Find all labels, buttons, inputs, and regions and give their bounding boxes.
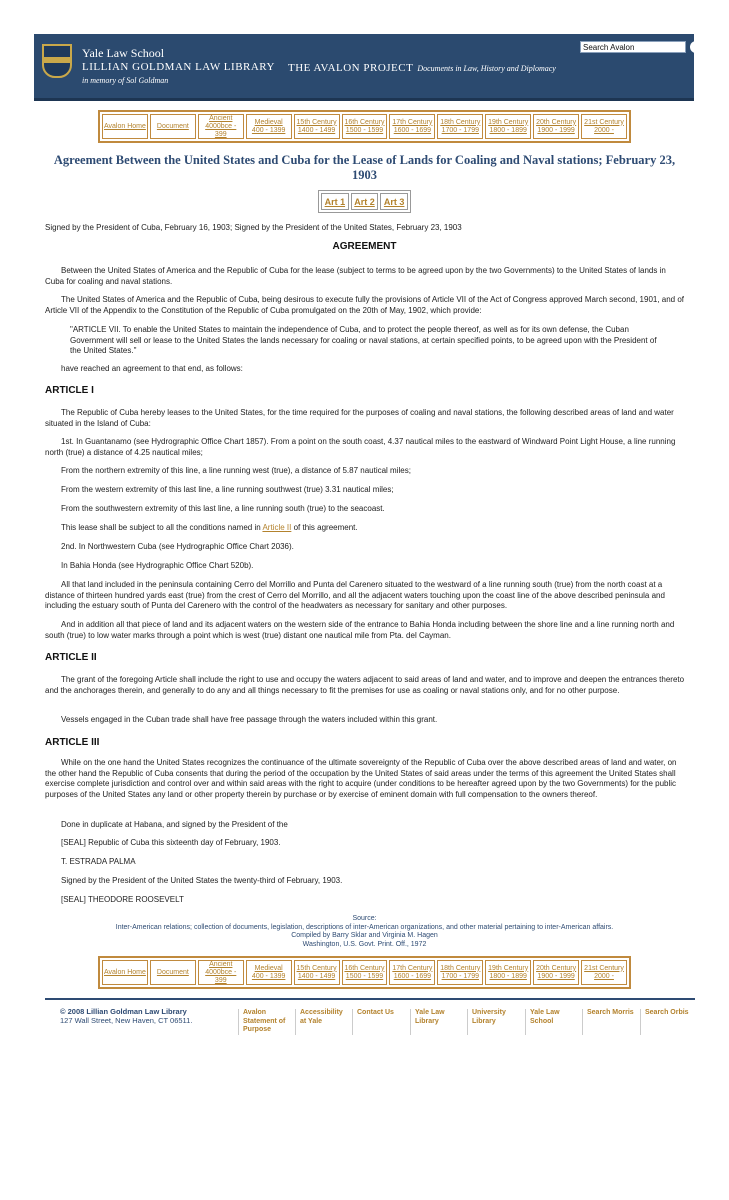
copyright-text: © 2008 Lillian Goldman Law Library <box>60 1007 187 1016</box>
source-line: Washington, U.S. Govt. Print. Off., 1972 <box>302 940 427 948</box>
footer-link-university-library[interactable]: University Library <box>467 1009 522 1035</box>
art-2-link[interactable]: Art 2 <box>351 193 379 210</box>
footer-copyright <box>60 1007 192 1025</box>
art-3-link[interactable]: Art 3 <box>380 193 408 210</box>
footer-link-yale-law-school[interactable]: Yale Law School <box>525 1009 580 1035</box>
library-dedication: in memory of Sol Goldman <box>82 76 169 85</box>
paragraph: From the northern extremity of this line, a line running west (true), a distance of 5.87 nautical miles; <box>61 466 411 475</box>
article-1-heading: ARTICLE I <box>45 385 94 396</box>
paragraph: 1st. In Guantanamo (see Hydrographic Office Chart 1857). From a point on the south coast, 4.37 nautical miles to the eastward of Windward Point Light House, a line running north (true) a distance of 4.25 nautical miles; <box>45 437 676 457</box>
nav-19th-century[interactable]: 19th Century 1800 - 1899 <box>485 114 531 139</box>
paragraph: Vessels engaged in the Cuban trade shall have free passage through the waters included within this grant. <box>61 715 438 724</box>
nav-16th-century[interactable]: 16th Century 1500 - 1599 <box>342 960 388 985</box>
footer-link-contact[interactable]: Contact Us <box>352 1009 407 1035</box>
footer-link-search-morris[interactable]: Search Morris <box>582 1009 639 1035</box>
paragraph: From the western extremity of this last line, a line running southwest (true) 3.31 nautical miles; <box>61 485 394 494</box>
nav-17th-century[interactable]: 17th Century 1600 - 1699 <box>389 114 435 139</box>
nav-21st-century[interactable]: 21st Century 2000 - <box>581 114 627 139</box>
paragraph: While on the one hand the United States recognizes the continuance of the ultimate sovereignty of the Republic of Cuba over the above described areas of land and water, on the other hand the Republic of Cuba consents that during the period of the occupation by the United States of said areas under the terms of this agreement the United States shall exercise complete jurisdiction and control over and within said areas with the right to acquire (under conditions to be hereafter agreed upon by the two Governments) for the public purposes of the United States any land or other property therein by purchase or by exercise of eminent domain with full compensation to the owners thereof. <box>45 758 677 799</box>
paragraph: Between the United States of America and the Republic of Cuba for the lease (subject to terms to be agreed upon by the two Governments) to the United States of lands in Cuba for coaling and naval stations. <box>45 266 666 286</box>
source-label: Source: <box>352 915 377 922</box>
bottom-navigation <box>98 956 631 989</box>
article-3-heading: ARTICLE III <box>45 737 100 748</box>
signed-line: Signed by the President of Cuba, February 16, 1903; Signed by the President of the United States, February 23, 1903 <box>45 223 462 232</box>
footer-link-search-orbis[interactable]: Search Orbis <box>640 1009 695 1035</box>
nav-15th-century[interactable]: 15th Century 1400 - 1499 <box>294 960 340 985</box>
paragraph: The Republic of Cuba hereby leases to the United States, for the time required for the purposes of coaling and naval stations, the following described areas of land and water situated in the Island of Cuba: <box>45 408 674 428</box>
search-input[interactable]: Search Avalon <box>580 41 686 53</box>
search-button[interactable] <box>690 41 698 53</box>
nav-document[interactable]: Document <box>150 114 196 139</box>
library-name: LILLIAN GOLDMAN LAW LIBRARY <box>82 61 275 73</box>
art-1-link[interactable]: Art 1 <box>321 193 349 210</box>
paragraph: And in addition all that piece of land and its adjacent waters on the western side of the entrance to Bahia Honda including between the shore line and a line running north and south (true) to low water marks through a point which is west (true) distant one nautical mile from Pta. del Cayman. <box>45 620 675 640</box>
school-name: Yale Law School <box>82 46 165 60</box>
article-2-link[interactable]: Article II <box>262 523 292 532</box>
project-tagline: Documents in Law, History and Diplomacy <box>417 64 556 73</box>
footer-link-yale-law-library[interactable]: Yale Law Library <box>410 1009 465 1035</box>
article-links <box>318 190 411 213</box>
nav-ancient[interactable]: Ancient 4000bce - 399 <box>198 114 244 139</box>
top-navigation <box>98 110 631 143</box>
nav-medieval[interactable]: Medieval 400 - 1399 <box>246 960 292 985</box>
yale-shield-icon <box>42 44 72 78</box>
project-title: THE AVALON PROJECT Documents in Law, History and Diplomacy <box>288 62 556 74</box>
nav-19th-century[interactable]: 19th Century 1800 - 1899 <box>485 960 531 985</box>
footer-divider <box>45 998 695 1000</box>
nav-avalon-home[interactable]: Avalon Home <box>102 960 148 985</box>
source-line: Inter-American relations; collection of documents, legislation, descriptions of inter-American organizations, and other material pertaining to inter-American affairs. <box>115 923 614 931</box>
nav-17th-century[interactable]: 17th Century 1600 - 1699 <box>389 960 435 985</box>
paragraph: have reached an agreement to that end, as follows: <box>61 364 243 373</box>
footer-link-statement[interactable]: Avalon Statement of Purpose <box>238 1009 293 1035</box>
nav-18th-century[interactable]: 18th Century 1700 - 1799 <box>437 114 483 139</box>
paragraph: This lease shall be subject to all the conditions named in Article II of this agreement. <box>61 523 358 532</box>
nav-21st-century[interactable]: 21st Century 2000 - <box>581 960 627 985</box>
paragraph: 2nd. In Northwestern Cuba (see Hydrographic Office Chart 2036). <box>61 542 294 551</box>
nav-18th-century[interactable]: 18th Century 1700 - 1799 <box>437 960 483 985</box>
nav-20th-century[interactable]: 20th Century 1900 - 1999 <box>533 114 579 139</box>
paragraph: [SEAL] Republic of Cuba this sixteenth day of February, 1903. <box>61 838 281 847</box>
nav-15th-century[interactable]: 15th Century 1400 - 1499 <box>294 114 340 139</box>
paragraph: Done in duplicate at Habana, and signed by the President of the <box>61 820 288 829</box>
nav-medieval[interactable]: Medieval 400 - 1399 <box>246 114 292 139</box>
footer-link-accessibility[interactable]: Accessibility at Yale <box>295 1009 350 1035</box>
nav-ancient[interactable]: Ancient 4000bce - 399 <box>198 960 244 985</box>
blockquote: "ARTICLE VII. To enable the United States to maintain the independence of Cuba, and to protect the people thereof, as well as for its own defense, the Cuban Government will sell or lease to the United States the lands necessary for coaling or naval stations, at certain specified points, to be agreed upon with the President of the United States." <box>70 325 657 355</box>
paragraph: The United States of America and the Republic of Cuba, being desirous to execute fully the provisions of Article VII of the Act of Congress approved March second, 1901, and of Article VII of the Appendix to the Constitution of the Republic of Cuba promulgated on the 20th of May, 1902, which provide: <box>45 295 685 315</box>
paragraph: In Bahia Honda (see Hydrographic Office Chart 520b). <box>61 561 254 570</box>
nav-16th-century[interactable]: 16th Century 1500 - 1599 <box>342 114 388 139</box>
address-text: 127 Wall Street, New Haven, CT 06511. <box>60 1016 193 1025</box>
article-2-heading: ARTICLE II <box>45 652 97 663</box>
paragraph: [SEAL] THEODORE ROOSEVELT <box>61 895 184 904</box>
agreement-heading: AGREEMENT <box>332 241 397 252</box>
source-citation <box>80 915 649 949</box>
paragraph: From the southwestern extremity of this last line, a line running south (true) to the seacoast. <box>61 504 385 513</box>
paragraph: Signed by the President of the United States the twenty-third of February, 1903. <box>61 876 343 885</box>
site-header <box>34 34 694 101</box>
paragraph: T. ESTRADA PALMA <box>61 857 136 866</box>
nav-avalon-home[interactable]: Avalon Home <box>102 114 148 139</box>
nav-20th-century[interactable]: 20th Century 1900 - 1999 <box>533 960 579 985</box>
paragraph: The grant of the foregoing Article shall include the right to use and occupy the waters adjacent to said areas of land and water, and to improve and deepen the entrances thereto and the anchorages therein, and generally to do any and all things necessary to fit the premises for use as coaling or naval stations only, and for no other purpose. <box>45 675 685 695</box>
source-line: Compiled by Barry Sklar and Virginia M. Hagen <box>291 932 438 939</box>
nav-document[interactable]: Document <box>150 960 196 985</box>
paragraph: All that land included in the peninsula containing Cerro del Morrillo and Punta del Carenero situated to the westward of a line running south (true) from the north coast at a distance of thirteen hundred yards east (true) from the crest of Cerro del Morrillo, and all the adjacent waters touching upon the coast line of the above described peninsula and including the estuary south of Punta del Carenero with the control of the headwaters as necessary for sanitary and other purposes. <box>45 580 665 610</box>
document-title: Agreement Between the United States and Cuba for the Lease of Lands for Coaling and Naval stations; February 23, 1903 <box>53 153 676 182</box>
